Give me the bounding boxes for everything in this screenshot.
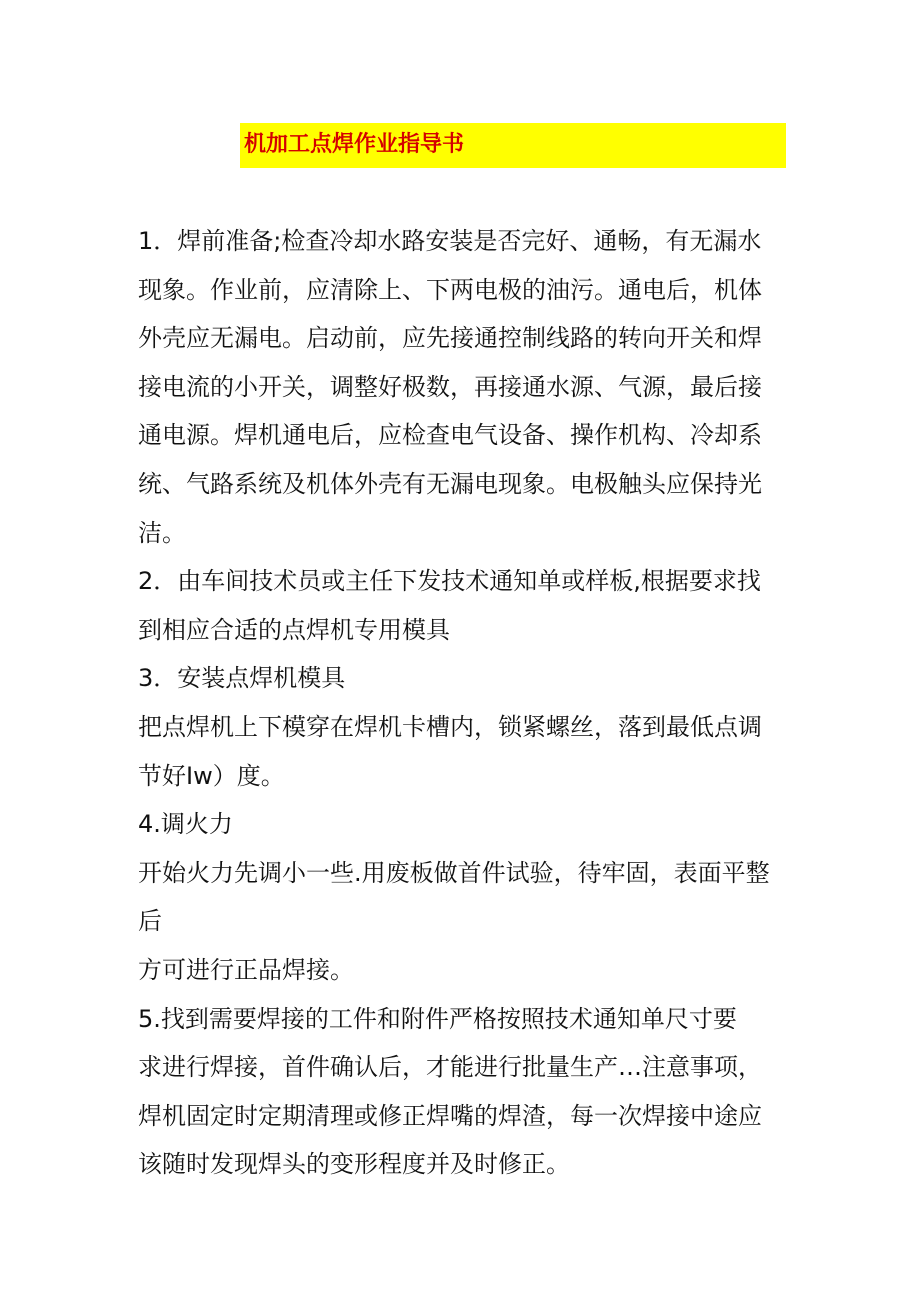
text-line: 1．焊前准备;检查冷却水路安装是否完好、通畅，有无漏水 [138,227,762,255]
text-line: 现象。作业前，应清除上、下两电极的油污。通电后，机体 [138,275,762,304]
text-line: 求进行焊接，首件确认后，才能进行批量生产…注意事项， [138,1053,762,1082]
text-line: 统、气路系统及机体外壳有无漏电现象。电极触头应保持光 [138,469,762,498]
text-line: 接电流的小开关，调整好极数，再接通水源、气源，最后接 [138,372,762,401]
text-line: 焊机固定时定期清理或修正焊嘴的焊渣，每一次焊接中途应 [138,1101,762,1130]
text-line: 后 [138,907,162,936]
document-title: 机加工点焊作业指导书 [244,132,465,157]
text-line: 外壳应无漏电。启动前，应先接通控制线路的转向开关和焊 [138,324,762,353]
text-line: 2．由车间技术员或主任下发技术通知单或样板,根据要求找 [138,567,761,596]
text-line: 3．安装点焊机模具 [138,664,346,693]
text-line: 4.调火力 [138,810,233,839]
document-body [138,217,790,1189]
text-line: 该随时发现焊头的变形程度并及时修正。 [138,1150,570,1179]
title-highlight [240,123,786,168]
text-line: 到相应合适的点焊机专用模具 [138,615,450,644]
text-line: 5.找到需要焊接的工件和附件严格按照技术通知单尺寸要 [138,1004,737,1033]
text-line: 节好Iw）度。 [138,761,285,790]
text-line: 开始火力先调小一些.用废板做首件试验，待牢固，表面平整 [138,858,770,887]
text-line: 通电源。焊机通电后，应检查电气设备、操作机构、冷却系 [138,421,762,450]
text-line: 洁。 [138,518,186,547]
text-line: 方可进行正品焊接。 [138,955,354,984]
text-line: 把点焊机上下模穿在焊机卡槽内，锁紧螺丝，落到最低点调 [138,712,762,741]
